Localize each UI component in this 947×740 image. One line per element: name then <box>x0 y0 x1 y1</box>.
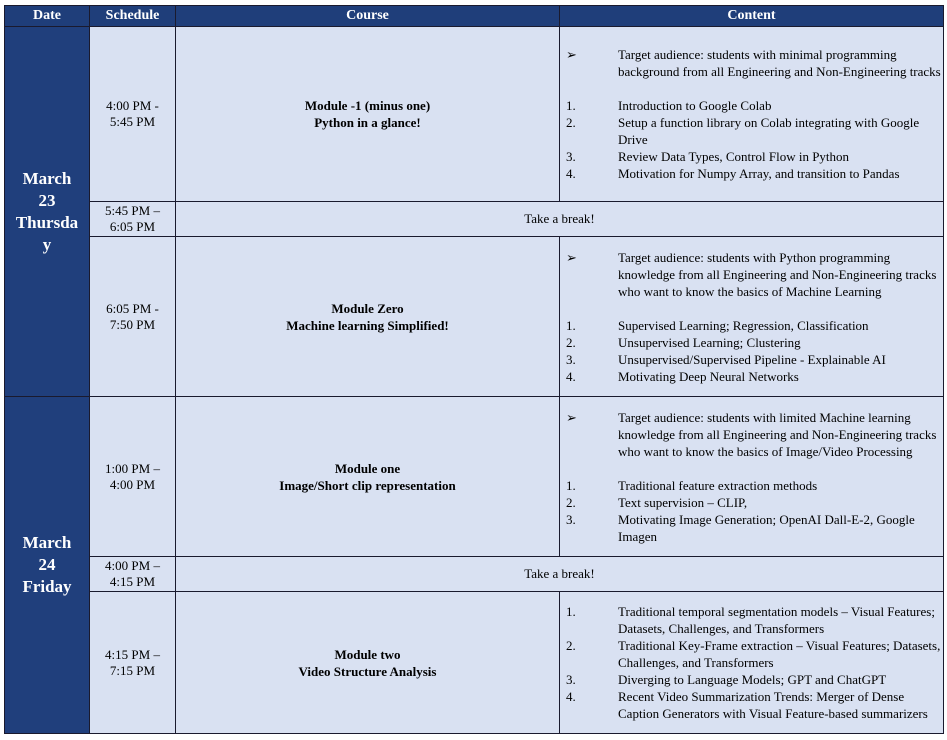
schedule-start: 6:05 PM - <box>106 300 159 316</box>
item-number: 2. <box>566 115 576 130</box>
item-text: Motivating Image Generation; OpenAI Dall-E-2, Google Imagen <box>618 511 915 544</box>
header-schedule: Schedule <box>90 6 176 27</box>
course-cell <box>176 27 560 202</box>
course-module: Module -1 (minus one) <box>304 98 431 113</box>
item-number: 3. <box>566 351 576 367</box>
date-text: Friday <box>22 577 72 596</box>
course-cell <box>176 592 560 734</box>
schedule-start: 4:15 PM – <box>105 646 160 662</box>
item-text: Recent Video Summarization Trends: Merger of Dense Caption Generators with Visual Feature-based summarizers <box>618 689 928 721</box>
header-row <box>5 6 944 27</box>
audience-text: Target audience: students with minimal programming background from all Engineering and Non-Engineering tracks <box>618 47 941 79</box>
break-row <box>5 557 944 592</box>
list-item <box>560 688 943 722</box>
item-number: 2. <box>566 334 576 350</box>
list-item <box>560 165 943 182</box>
item-text: Unsupervised/Supervised Pipeline - Explainable AI <box>618 351 886 367</box>
item-text: Diverging to Language Models; GPT and ChatGPT <box>618 672 887 687</box>
item-number: 2. <box>566 638 576 653</box>
schedule-start: 4:00 PM – <box>105 558 160 573</box>
item-number: 2. <box>566 494 576 510</box>
list-item <box>560 351 943 368</box>
schedule-end: 7:15 PM <box>109 662 156 678</box>
item-text: Traditional Key-Frame extraction – Visual Features; Datasets, Challenges, and Transformers <box>618 638 941 670</box>
item-text: Unsupervised Learning; Clustering <box>618 334 801 350</box>
item-text: Traditional feature extraction methods <box>618 477 818 493</box>
item-number: 1. <box>566 604 576 619</box>
date-cell-march-24 <box>5 397 90 734</box>
item-text: Setup a function library on Colab integrating with Google Drive <box>618 115 920 147</box>
item-number: 1. <box>566 317 576 333</box>
item-number: 4. <box>566 689 576 704</box>
date-text: March <box>22 533 72 552</box>
audience-item <box>560 409 943 460</box>
item-text: Motivating Deep Neural Networks <box>618 368 799 384</box>
date-text: Thursda <box>15 212 79 232</box>
course-module: Module Zero <box>331 300 404 316</box>
audience-item <box>560 249 943 300</box>
course-cell <box>176 237 560 397</box>
schedule-end: 6:05 PM <box>109 219 156 234</box>
item-text: Introduction to Google Colab <box>618 98 772 113</box>
item-number: 3. <box>566 672 576 687</box>
list-item <box>560 97 943 114</box>
item-text: Traditional temporal segmentation models – Visual Features; Datasets, Challenges, and Transformers <box>618 604 935 636</box>
audience-text: Target audience: students with Python programming knowledge from all Engineering and Non-Engineering tracks who want to know the basics of Machine Learning <box>618 249 937 299</box>
schedule-end: 4:15 PM <box>109 574 156 589</box>
break-cell: Take a break! <box>176 557 944 592</box>
course-title: Python in a glance! <box>314 115 421 130</box>
content-cell <box>560 592 944 734</box>
item-number: 3. <box>566 149 576 164</box>
break-cell: Take a break! <box>176 202 944 237</box>
schedule-end: 4:00 PM <box>109 476 156 492</box>
item-number: 1. <box>566 477 576 493</box>
date-text: March <box>22 168 72 188</box>
item-text: Review Data Types, Control Flow in Python <box>618 149 850 164</box>
arrow-bullet-icon: ➢ <box>566 249 577 265</box>
schedule-start: 4:00 PM - <box>106 98 159 113</box>
course-title: Image/Short clip representation <box>279 477 456 493</box>
schedule-cell <box>90 592 176 734</box>
course-module: Module one <box>334 460 401 476</box>
audience-text: Target audience: students with limited Machine learning knowledge from all Engineering and Non-Engineering tracks who want to know the basics of Image/Video Processing <box>618 409 937 459</box>
date-text: 24 <box>38 555 56 574</box>
schedule-end: 7:50 PM <box>109 316 156 332</box>
item-text: Text supervision – CLIP, <box>618 494 748 510</box>
list-item <box>560 477 943 494</box>
date-cell-march-23 <box>5 27 90 397</box>
schedule-cell <box>90 202 176 237</box>
item-number: 1. <box>566 98 576 113</box>
list-item <box>560 114 943 148</box>
schedule-table <box>4 5 944 734</box>
arrow-bullet-icon: ➢ <box>566 409 577 425</box>
schedule-cell <box>90 27 176 202</box>
schedule-start: 1:00 PM – <box>105 460 160 476</box>
list-item <box>560 511 943 545</box>
schedule-end: 5:45 PM <box>109 114 156 129</box>
list-item <box>560 368 943 385</box>
item-number: 4. <box>566 368 576 384</box>
list-item <box>560 334 943 351</box>
item-number: 3. <box>566 511 576 527</box>
item-text: Supervised Learning; Regression, Classification <box>618 317 869 333</box>
list-item <box>560 148 943 165</box>
break-row <box>5 202 944 237</box>
list-item <box>560 603 943 637</box>
schedule-cell <box>90 557 176 592</box>
course-cell <box>176 397 560 557</box>
item-text: Motivation for Numpy Array, and transition to Pandas <box>618 166 900 181</box>
content-cell <box>560 27 944 202</box>
table-row <box>5 397 944 557</box>
course-title: Machine learning Simplified! <box>286 317 449 333</box>
audience-item <box>560 46 943 80</box>
header-content: Content <box>560 6 944 27</box>
list-item <box>560 317 943 334</box>
course-module: Module two <box>334 646 401 662</box>
content-cell <box>560 397 944 557</box>
course-title: Video Structure Analysis <box>298 663 437 679</box>
list-item <box>560 494 943 511</box>
table-row <box>5 27 944 202</box>
schedule-cell <box>90 397 176 557</box>
date-text: 23 <box>38 190 56 210</box>
schedule-start: 5:45 PM – <box>105 203 160 218</box>
arrow-bullet-icon: ➢ <box>566 47 577 62</box>
table-row <box>5 592 944 734</box>
header-date: Date <box>5 6 90 27</box>
date-text: y <box>42 234 52 254</box>
content-cell <box>560 237 944 397</box>
header-course: Course <box>176 6 560 27</box>
table-row <box>5 237 944 397</box>
item-number: 4. <box>566 166 576 181</box>
list-item <box>560 637 943 671</box>
schedule-cell <box>90 237 176 397</box>
list-item <box>560 671 943 688</box>
